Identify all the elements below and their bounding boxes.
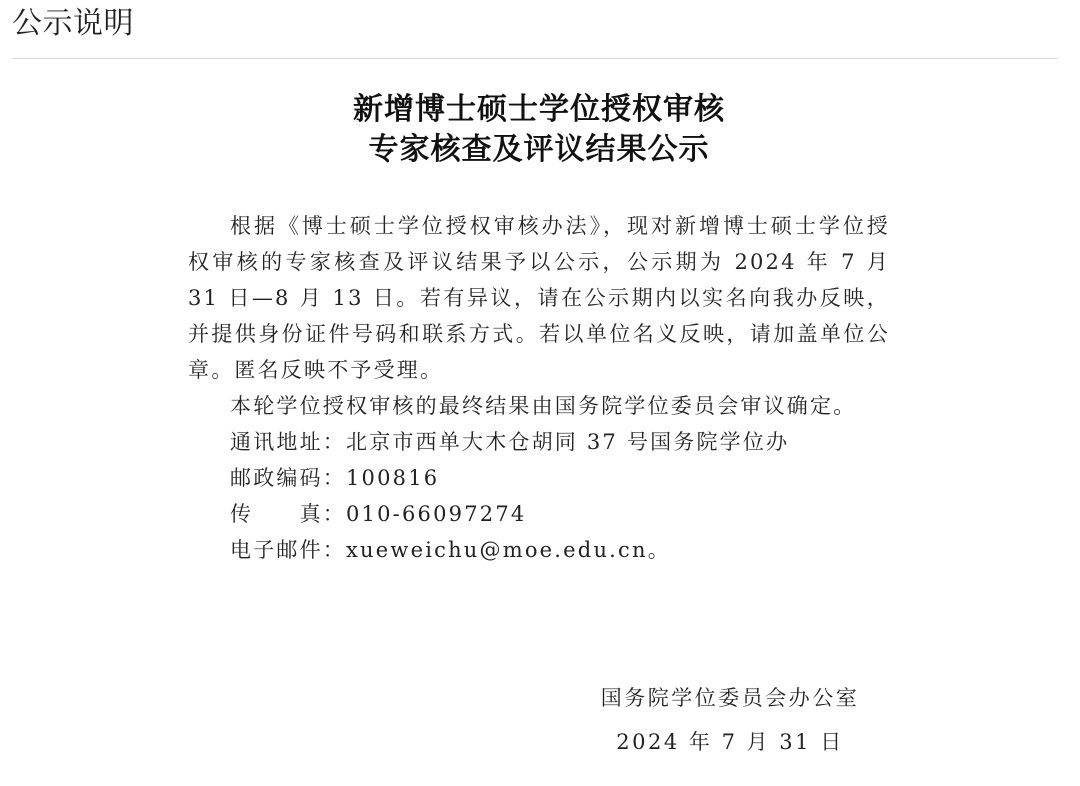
section-title: 公示说明 <box>12 7 134 40</box>
contact-email: 电子邮件：xueweichu@moe.edu.cn。 <box>230 538 671 562</box>
contact-postal-code: 邮政编码：100816 <box>230 466 440 490</box>
notice-document <box>188 90 890 568</box>
notice-title-line-1: 新增博士硕士学位授权审核 <box>353 92 725 127</box>
signature-office: 国务院学位委员会办公室 <box>600 686 860 710</box>
notice-title <box>188 90 890 170</box>
notice-title-line-2: 专家核查及评议结果公示 <box>368 132 710 167</box>
notice-signature <box>560 676 900 764</box>
notice-body <box>188 208 890 568</box>
notice-paragraph-2: 本轮学位授权审核的最终结果由国务院学位委员会审议确定。 <box>230 394 857 418</box>
header-divider <box>12 58 1058 59</box>
contact-info <box>188 424 890 568</box>
contact-fax: 传 真：010-66097274 <box>230 502 527 526</box>
contact-address: 通讯地址：北京市西单大木仓胡同 37 号国务院学位办 <box>230 430 790 454</box>
notice-paragraph-1: 根据《博士硕士学位授权审核办法》，现对新增博士硕士学位授权审核的专家核查及评议结果予以公示，公示期为 2024 年 7 月 31 日—8 月 13 日。若有异议，请在公示期内以实名向我办反映，并提供身份证件号码和联系方式。若以单位名义反映，请加盖单位公章。匿名反映不予受理。 <box>188 214 890 382</box>
signature-date: 2024 年 7 月 31 日 <box>616 730 844 754</box>
